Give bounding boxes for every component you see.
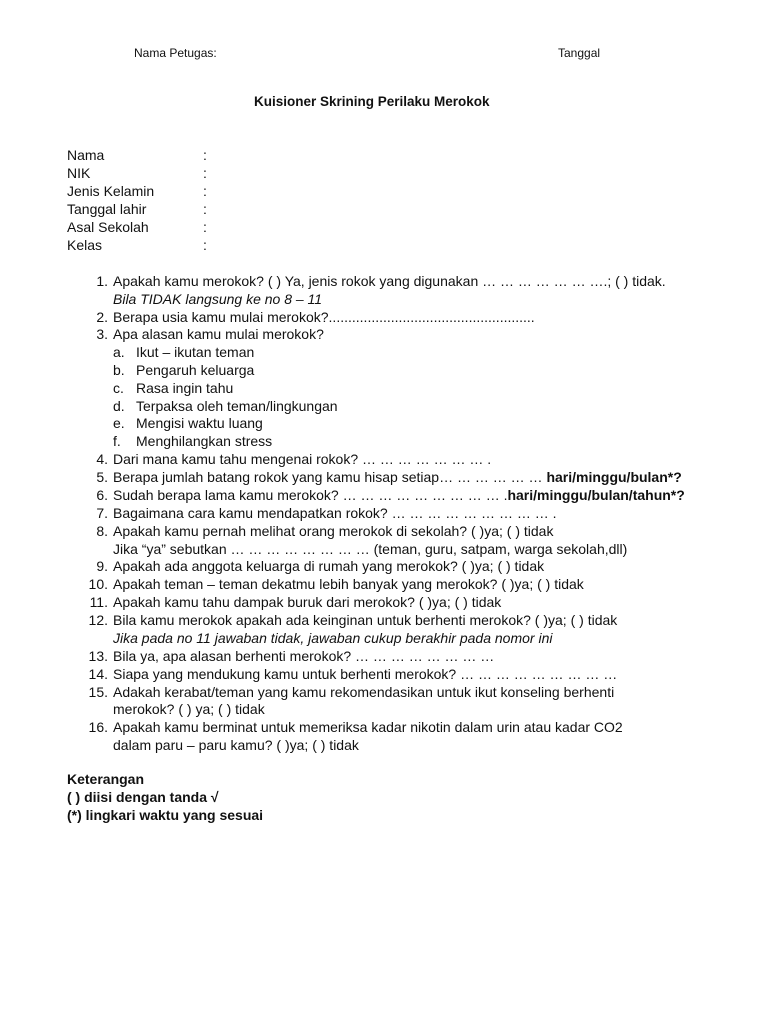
question-2: Berapa usia kamu mulai merokok?.....................................................	[113, 309, 535, 325]
question-number: 11.	[89, 594, 108, 610]
question-7: Bagaimana cara kamu mendapatkan rokok? … … … … … … … … … .	[113, 505, 557, 521]
petugas-label: Nama Petugas:	[134, 46, 217, 60]
option-letter: a.	[113, 344, 125, 360]
field-colon: :	[203, 237, 207, 253]
question-6	[113, 486, 685, 504]
question-5	[113, 468, 682, 486]
field-colon: :	[203, 147, 207, 163]
field-label-kelas: Kelas	[67, 237, 103, 253]
option-text: Menghilangkan stress	[136, 433, 273, 449]
question-number: 9.	[96, 558, 108, 574]
page-title: Kuisioner Skrining Perilaku Merokok	[254, 94, 490, 109]
question-8: Apakah kamu pernah melihat orang merokok di sekolah? ( )ya; ( ) tidak	[113, 523, 554, 539]
question-1-note: Bila TIDAK langsung ke no 8 – 11	[113, 291, 323, 307]
question-1: Apakah kamu merokok? ( ) Ya, jenis rokok yang digunakan … … … … … … ….; ( ) tidak.	[113, 273, 666, 289]
question-12: Bila kamu merokok apakah ada keinginan untuk berhenti merokok? ( )ya; ( ) tidak	[113, 612, 618, 628]
question-12-note: Jika pada no 11 jawaban tidak, jawaban cukup berakhir pada nomor ini	[113, 630, 553, 646]
question-number: 8.	[96, 523, 108, 539]
option-text: Terpaksa oleh teman/lingkungan	[136, 398, 338, 414]
option-letter: d.	[113, 398, 125, 414]
question-number: 15.	[88, 684, 108, 700]
question-number: 14.	[88, 666, 108, 682]
field-label-jenis-kelamin: Jenis Kelamin	[67, 183, 155, 199]
question-8-followup: Jika “ya” sebutkan … … … … … … … … (teman, guru, satpam, warga sekolah,dll)	[113, 541, 628, 557]
question-14: Siapa yang mendukung kamu untuk berhenti merokok? … … … … … … … … …	[113, 666, 618, 682]
legend-heading: Keterangan	[67, 771, 145, 787]
field-colon: :	[203, 183, 207, 199]
question-6-unit: hari/minggu/bulan/tahun*?	[507, 487, 685, 503]
legend-line-checkmark: ( ) diisi dengan tanda √	[67, 789, 219, 805]
question-number: 1.	[96, 273, 108, 289]
field-colon: :	[203, 165, 207, 181]
field-label-tanggal-lahir: Tanggal lahir	[67, 201, 147, 217]
question-number: 4.	[96, 451, 108, 467]
question-number: 10.	[88, 576, 108, 592]
question-number: 12.	[88, 612, 108, 628]
option-letter: b.	[113, 362, 125, 378]
question-16: Apakah kamu berminat untuk memeriksa kadar nikotin dalam urin atau kadar CO2	[113, 719, 623, 735]
option-letter: c.	[113, 380, 124, 396]
field-colon: :	[203, 219, 207, 235]
question-number: 6.	[96, 487, 108, 503]
question-5-unit: hari/minggu/bulan*?	[546, 469, 682, 485]
question-4: Dari mana kamu tahu mengenai rokok? … … … … … … … .	[113, 451, 492, 467]
question-3: Apa alasan kamu mulai merokok?	[113, 326, 324, 342]
option-letter: f.	[113, 433, 121, 449]
question-number: 2.	[96, 309, 108, 325]
field-label-nik: NIK	[67, 165, 91, 181]
question-15-continued: merokok? ( ) ya; ( ) tidak	[113, 701, 265, 717]
question-5-text: Berapa jumlah batang rokok yang kamu hisap setiap… … … … … …	[113, 469, 547, 485]
question-number: 5.	[96, 469, 108, 485]
question-number: 16.	[88, 719, 108, 735]
question-16-continued: dalam paru – paru kamu? ( )ya; ( ) tidak	[113, 737, 359, 753]
option-text: Rasa ingin tahu	[136, 380, 234, 396]
option-letter: e.	[113, 415, 125, 431]
question-13: Bila ya, apa alasan berhenti merokok? … … … … … … … …	[113, 648, 495, 664]
tanggal-label: Tanggal	[558, 46, 601, 60]
question-9: Apakah ada anggota keluarga di rumah yang merokok? ( )ya; ( ) tidak	[113, 558, 545, 574]
field-label-asal-sekolah: Asal Sekolah	[67, 219, 149, 235]
field-colon: :	[203, 201, 207, 217]
option-text: Mengisi waktu luang	[136, 415, 263, 431]
option-text: Ikut – ikutan teman	[136, 344, 255, 360]
question-number: 13.	[88, 648, 108, 664]
field-label-nama: Nama	[67, 147, 105, 163]
option-text: Pengaruh keluarga	[136, 362, 255, 378]
question-6-text: Sudah berapa lama kamu merokok? … … … … … … … … … .	[113, 487, 508, 503]
question-11: Apakah kamu tahu dampak buruk dari merokok? ( )ya; ( ) tidak	[113, 594, 502, 610]
question-number: 3.	[96, 326, 108, 342]
question-10: Apakah teman – teman dekatmu lebih banyak yang merokok? ( )ya; ( ) tidak	[113, 576, 584, 592]
legend-line-circle: (*) lingkari waktu yang sesuai	[67, 807, 264, 823]
question-15: Adakah kerabat/teman yang kamu rekomendasikan untuk ikut konseling berhenti	[113, 684, 615, 700]
question-number: 7.	[96, 505, 108, 521]
